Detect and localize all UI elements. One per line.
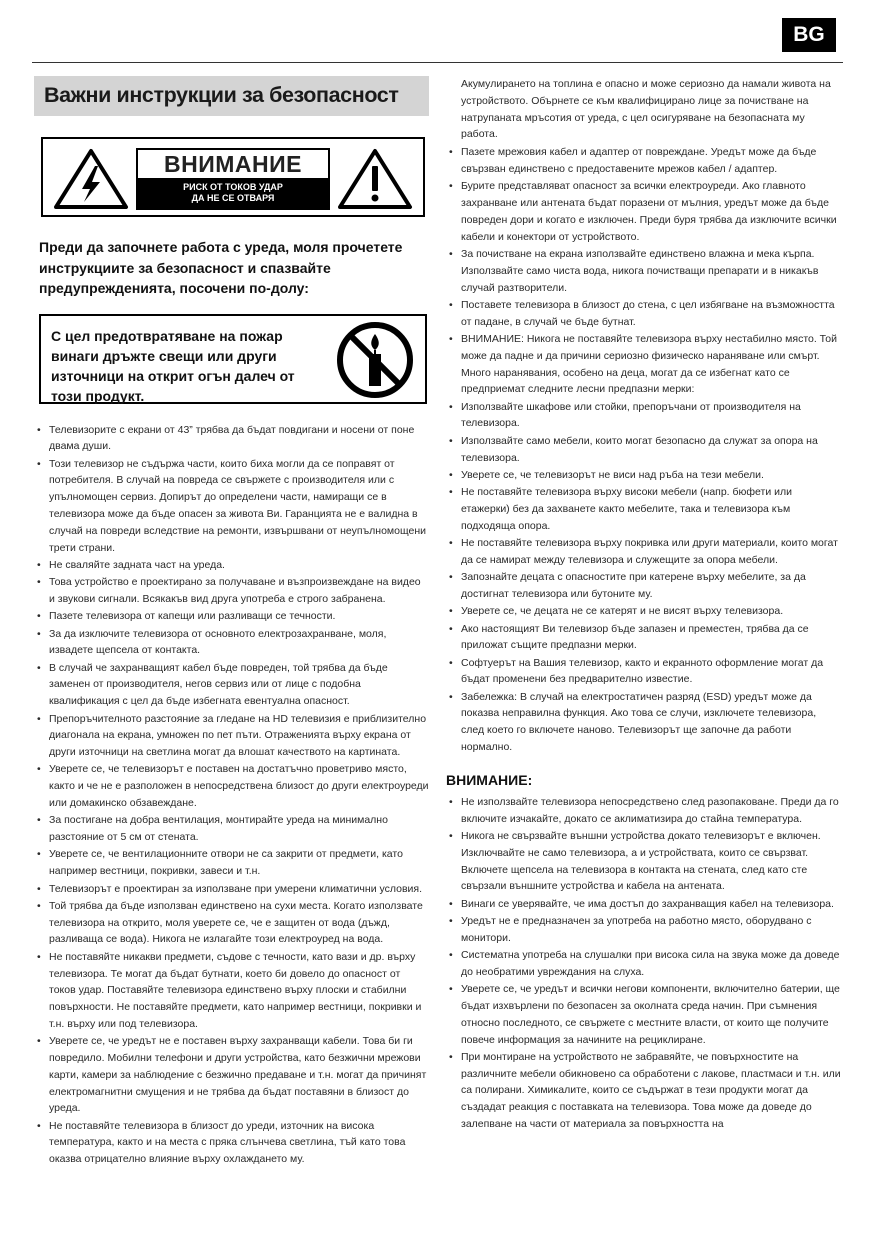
list-item: • Не използвайте телевизора непосредствено след разопаковане. Преди да го включите изчакайте, докато се аклиматизира до стайна температура.	[446, 794, 842, 828]
list-item: • Не поставяйте телевизора върху покривка или други материали, които могат да се намират между телевизора и служещите за опора мебели.	[446, 535, 842, 569]
list-item: • Не поставяйте никакви предмети, съдове с течности, като вази и др. върху телевизора. Те могат да бъдат бутнати, което би довело до опасност от токов удар. Поставяйте телевизора единствено върху плоски и стабилни повърхности. Не поставяйте предмети, като например вестници, покривки и т.н. върху или под телевизора.	[34, 949, 429, 1033]
no-open-flame-icon	[335, 320, 415, 400]
top-divider	[32, 62, 843, 63]
warning-subtext	[138, 178, 328, 208]
safety-list-left	[34, 422, 429, 1169]
list-item: • Уредът не е предназначен за употреба на работно място, оборудвано с монитори.	[446, 913, 842, 947]
list-item: • Уверете се, че децата не се катерят и не висят върху телевизора.	[446, 603, 842, 620]
caution-list	[446, 794, 842, 1133]
intro-text: Преди да започнете работа с уреда, моля прочетете инструкциите за безопасност и спазвайте предупрежденията, посочени по-долу:	[39, 239, 403, 296]
list-item: • Пазете мрежовия кабел и адаптер от повреждане. Уредът може да бъде свързван единствено с предоставените мрежов кабел / адаптер.	[446, 144, 842, 178]
list-item: • Не поставяйте телевизора върху високи мебели (напр. бюфети или етажерки) без да захванете както мебелите, така и телевизора към подходяща опора.	[446, 484, 842, 534]
continued-paragraph: Акумулирането на топлина е опасно и може сериозно да намали живота на устройството. Обърнете се към квалифицирано лице за почистване на натрупаната мръсотия от уреда, с цел осигуряване на безопасната му работа.	[461, 78, 831, 141]
right-column	[446, 76, 842, 1133]
list-item: • За да изключите телевизора от основното електрозахранване, моля, извадете щепсела от контакта.	[34, 626, 429, 660]
caution-heading: ВНИМАНИЕ:	[446, 771, 533, 788]
list-item: • ВНИМАНИЕ: Никога не поставяйте телевизора върху нестабилно място. Той може да падне и да причини сериозно физическо нараняване или смърт. Много наранявания, особено на деца, могат да се избегнат като се предприемат следните лесни предпазни мерки:	[446, 331, 842, 398]
list-item: • Не сваляйте задната част на уреда.	[34, 557, 429, 574]
list-item: • Запознайте децата с опасностите при катерене върху мебелите, за да достигнат телевизора или бутоните му.	[446, 569, 842, 603]
list-item: • Поставете телевизора в близост до стена, с цел избягване на възможността от падане, в случай че бъде бутнат.	[446, 297, 842, 331]
list-item: • Препоръчителното разстояние за гледане на HD телевизия е приблизително диагонала на екрана, умножен по пет пъти. Отраженията върху екрана от други източници на светлина могат да влошат качеството на картината.	[34, 711, 429, 761]
list-item: • За почистване на екрана използвайте единствено влажна и мека кърпа. Използвайте само чиста вода, никога почистващи препарати и в никакъв случай разтворители.	[446, 246, 842, 296]
warning-line-1: РИСК ОТ ТОКОВ УДАР	[183, 182, 283, 192]
list-item: • Уверете се, че вентилационните отвори не са закрити от предмети, като например вестници, покривки, завеси и т.н.	[34, 846, 429, 880]
list-item: • Уверете се, че уредът не е поставен върху захранващи кабели. Това би ги повредило. Мобилни телефони и други устройства, като безжични мрежови карти, камери за наблюдение с безжично предаване и т.н. могат да причинят електромагнитни смущения и не трябва да бъдат поставяни в близост до уреда.	[34, 1033, 429, 1117]
list-item: • Не поставяйте телевизора в близост до уреди, източник на висока температура, както и на места с пряка слънчева светлина, тъй като това оказва отрицателно влияние върху охлаждането му.	[34, 1118, 429, 1168]
list-item: • Телевизорът е проектиран за използване при умерени климатични условия.	[34, 881, 429, 898]
list-item: • Ако настоящият Ви телевизор бъде запазен и преместен, трябва да се приложат същите предпазни мерки.	[446, 621, 842, 655]
page-title: Важни инструкции за безопасност	[44, 83, 399, 107]
list-item: • Това устройство е проектирано за получаване и възпроизвеждане на видео и звукови сигнали. Всякакъв вид друга употреба е строго забранена.	[34, 574, 429, 608]
left-column	[34, 76, 429, 1169]
warning-banner	[41, 137, 425, 217]
list-item: • Използвайте само мебели, които могат безопасно да служат за опора на телевизора.	[446, 433, 842, 467]
list-item: • Бурите представляват опасност за всички електроуреди. Ако главното захранване или антената бъдат поразени от мълния, уредът може да бъде повреден дори и когато е изключен. Преди буря трябва да изключите всички кабели и конектори от устройството.	[446, 178, 842, 245]
fire-notice-box	[39, 314, 427, 404]
list-item: • Уверете се, че телевизорът е поставен на достатъчно проветриво място, както и че не е разположен в непосредствена близост до други електроуреди или домакинско обзавеждане.	[34, 761, 429, 811]
list-item: • Забележка: В случай на електростатичен разряд (ESD) уредът може да показва неправилна функция. Ако това се случи, изключете телевизора, след което го включете наново. Телевизорът ще започне да работи нормално.	[446, 689, 842, 756]
exclamation-warning-icon	[337, 148, 413, 210]
warning-label	[136, 148, 330, 210]
language-badge: BG	[782, 18, 836, 52]
warning-line-2: ДА НЕ СЕ ОТВАРЯ	[191, 193, 275, 203]
list-item: • Винаги се уверявайте, че има достъп до захранващия кабел на телевизора.	[446, 896, 842, 913]
fire-notice-text: С цел предотвратяване на пожар винаги дръжте свещи или други източници на открит огън далеч от този продукт.	[51, 327, 295, 404]
list-item: • Систематна употреба на слушалки при висока сила на звука може да доведе до необратими увреждания на слуха.	[446, 947, 842, 981]
list-item: • Той трябва да бъде използван единствено на сухи места. Когато използвате телевизора на открито, моля уверете се, че е защитен от вода (дъжд, разливаща се вода). Никога не излагайте този електроуред на вода.	[34, 898, 429, 948]
safety-list-right	[446, 144, 842, 756]
list-item: • Уверете се, че уредът и всички негови компоненти, включително батерии, ще бъдат изхвърлени по безопасен за околната среда начин. При съмнения относно последното, се свържете с местните власти, от които ще получите повече информация за начините на рециклиране.	[446, 981, 842, 1048]
list-item: • Уверете се, че телевизорът не виси над ръба на тези мебели.	[446, 467, 842, 484]
title-box	[34, 76, 429, 116]
list-item: • Никога не свързвайте външни устройства докато телевизорът е включен. Изключвайте не само телевизора, а и устройствата, които се свързват. Включете щепсела на телевизора в контакта на стената, след като сте свързали външните устройства и кабела на антената.	[446, 828, 842, 895]
list-item: • Този телевизор не съдържа части, които биха могли да се поправят от потребителя. В случай на повреда се свържете с производителя или с упълномощен сервиз. Допирът до определени части, намиращи се в телевизора може да бъде опасен за живота Ви. Гаранцията не е валидна в случай на повреди вследствие на ремонти, извършвани от неупълномощени трети страни.	[34, 456, 429, 557]
warning-heading: ВНИМАНИЕ	[163, 151, 302, 177]
list-item: • В случай че захранващият кабел бъде повреден, той трябва да бъде заменен от производителя, негов сервиз или от лице с подобна квалификация с цел да бъде избегната евентуална опасност.	[34, 660, 429, 710]
list-item: • Софтуерът на Вашия телевизор, както и екранното оформление могат да бъдат променени без предварително известие.	[446, 655, 842, 689]
list-item: • Използвайте шкафове или стойки, препоръчани от производителя на телевизора.	[446, 399, 842, 433]
list-item: • За постигане на добра вентилация, монтирайте уреда на минимално разстояние от 5 см от стената.	[34, 812, 429, 846]
electric-shock-warning-icon	[53, 148, 129, 210]
list-item: • Пазете телевизора от капещи или разливащи се течности.	[34, 608, 429, 625]
list-item: • Телевизорите с екрани от 43” трябва да бъдат повдигани и носени от поне двама души.	[34, 422, 429, 456]
list-item: • При монтиране на устройството не забравяйте, че повърхностите на различните мебели обикновено са обработени с лакове, пластмаси и т.н. или са полирани. Химикалите, които се съдържат в тези продукти могат да създадат реакция с поставката на телевизора. Това може да доведе до залепване на части от материала за повърхността на	[446, 1049, 842, 1133]
